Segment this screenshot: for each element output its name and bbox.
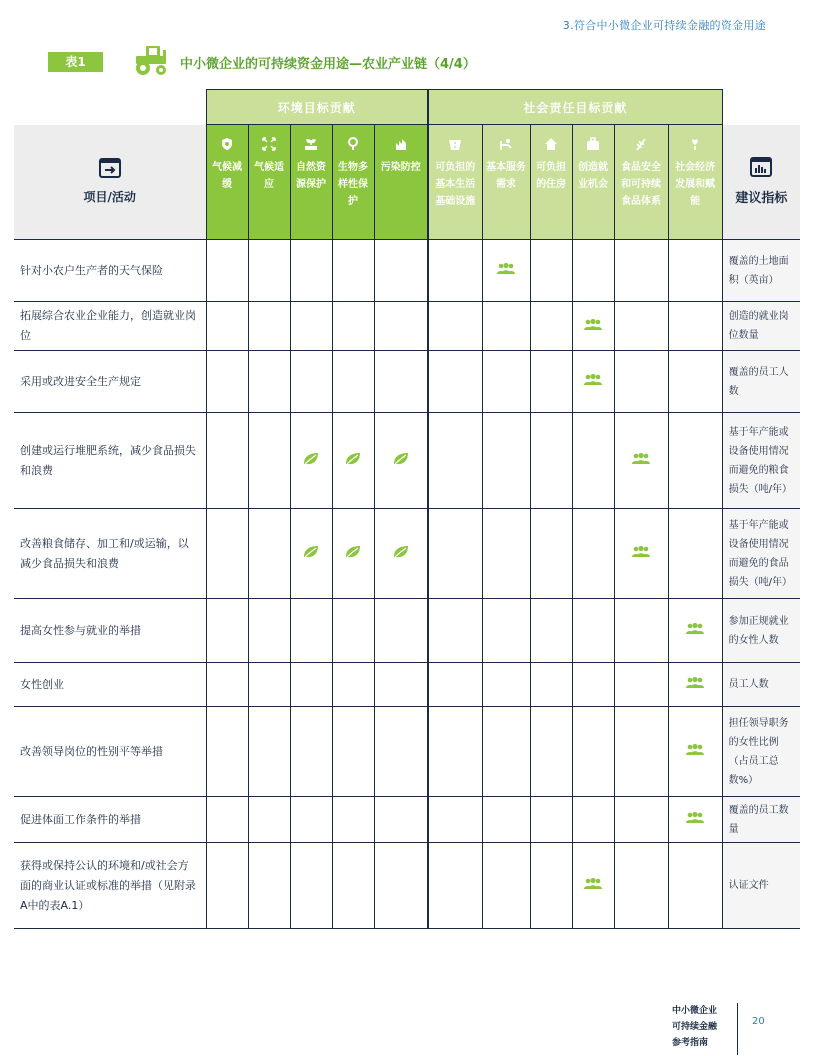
env-cell-1 [206, 302, 248, 351]
soc-cell-5 [614, 302, 668, 351]
soc-col-5-label: 食品安全和可持续食品体系 [621, 162, 662, 207]
table-title-row [48, 50, 768, 78]
soc-cell-5 [614, 599, 668, 663]
soc-cell-3 [530, 351, 572, 413]
env-cell-4 [332, 707, 374, 797]
soc-cell-4 [572, 351, 614, 413]
soc-cell-3 [530, 413, 572, 509]
people-mark-icon [583, 373, 603, 387]
env-col-4-label: 生物多样性保护 [338, 162, 368, 207]
soc-col-1-label: 可负担的基本生活基础设施 [435, 162, 476, 207]
project-cell: 提高女性参与就业的举措 [14, 599, 206, 663]
soc-cell-6 [668, 599, 722, 663]
house-icon [544, 137, 558, 151]
soc-cell-4 [572, 707, 614, 797]
header-corner-right [722, 90, 800, 125]
leaf-mark-icon [391, 545, 411, 559]
indicator-cell: 基于年产能或设备使用情况而避免的食品损失（吨/年） [722, 509, 800, 599]
table-number-badge: 表1 [48, 52, 103, 72]
project-cell: 促进体面工作条件的举措 [14, 797, 206, 843]
soc-col-6-header [668, 125, 722, 240]
soc-cell-1 [428, 240, 482, 302]
soc-col-2-header [482, 125, 530, 240]
soc-cell-3 [530, 509, 572, 599]
soc-cell-4 [572, 302, 614, 351]
soc-cell-2 [482, 351, 530, 413]
env-cell-5 [374, 707, 428, 797]
env-cell-2 [248, 599, 290, 663]
indicator-column-header [722, 125, 800, 240]
chart-window-icon [750, 157, 772, 177]
project-label: 项目/活动 [83, 190, 136, 205]
soc-cell-6 [668, 302, 722, 351]
env-cell-1 [206, 413, 248, 509]
soc-cell-2 [482, 663, 530, 707]
env-cell-2 [248, 509, 290, 599]
indicator-cell: 覆盖的员工人数 [722, 351, 800, 413]
soc-col-3-label: 可负担的住房 [536, 162, 567, 190]
soc-cell-4 [572, 413, 614, 509]
road-icon [448, 137, 462, 151]
table-row [14, 509, 800, 599]
env-cell-2 [248, 707, 290, 797]
env-cell-1 [206, 797, 248, 843]
project-column-header [14, 125, 206, 240]
soc-cell-3 [530, 240, 572, 302]
leaf-mark-icon [343, 452, 363, 466]
env-cell-3 [290, 663, 332, 707]
table-row [14, 663, 800, 707]
leaf-mark-icon [391, 452, 411, 466]
footer-guide-title [672, 1003, 717, 1051]
soc-cell-1 [428, 351, 482, 413]
env-cell-3 [290, 302, 332, 351]
page-number: 20 [752, 1016, 765, 1027]
project-cell: 拓展综合农业企业能力，创造就业岗位 [14, 302, 206, 351]
env-cell-2 [248, 843, 290, 929]
env-col-3-header [290, 125, 332, 240]
footer-line-3: 参考指南 [672, 1038, 709, 1048]
people-mark-icon [685, 811, 705, 825]
soc-cell-2 [482, 302, 530, 351]
env-cell-1 [206, 240, 248, 302]
env-cell-3 [290, 843, 332, 929]
people-mark-icon [685, 743, 705, 757]
env-col-3-label: 自然资源保护 [296, 162, 326, 190]
env-cell-4 [332, 663, 374, 707]
people-mark-icon [631, 545, 651, 559]
soc-cell-2 [482, 599, 530, 663]
soc-cell-6 [668, 240, 722, 302]
env-cell-2 [248, 240, 290, 302]
soc-cell-1 [428, 663, 482, 707]
env-cell-3 [290, 413, 332, 509]
env-cell-3 [290, 240, 332, 302]
soc-cell-6 [668, 707, 722, 797]
soc-cell-5 [614, 509, 668, 599]
soc-cell-4 [572, 797, 614, 843]
env-cell-3 [290, 599, 332, 663]
soc-cell-6 [668, 413, 722, 509]
people-mark-icon [685, 676, 705, 690]
table-row [14, 797, 800, 843]
soc-col-5-header [614, 125, 668, 240]
env-col-2-header [248, 125, 290, 240]
env-group-header: 环境目标贡献 [206, 90, 428, 125]
soc-cell-5 [614, 240, 668, 302]
env-cell-1 [206, 599, 248, 663]
env-col-2-label: 气候适应 [254, 162, 284, 190]
factory-icon [394, 137, 408, 151]
wheat-icon [634, 137, 648, 151]
table-row [14, 302, 800, 351]
soc-cell-4 [572, 599, 614, 663]
soc-cell-5 [614, 707, 668, 797]
soc-cell-2 [482, 413, 530, 509]
env-cell-2 [248, 663, 290, 707]
env-cell-4 [332, 599, 374, 663]
soc-cell-6 [668, 351, 722, 413]
soc-cell-3 [530, 707, 572, 797]
section-header: 3.符合中小微企业可持续金融的资金用途 [562, 19, 766, 32]
project-box-icon [99, 158, 121, 178]
soc-cell-1 [428, 302, 482, 351]
leaf-shield-icon [220, 137, 234, 151]
env-cell-1 [206, 663, 248, 707]
soc-cell-2 [482, 707, 530, 797]
env-col-1-label: 气候减缓 [212, 162, 242, 190]
people-mark-icon [496, 262, 516, 276]
soc-col-4-header [572, 125, 614, 240]
env-cell-3 [290, 509, 332, 599]
soc-cell-1 [428, 599, 482, 663]
env-cell-1 [206, 509, 248, 599]
indicator-cell: 员工人数 [722, 663, 800, 707]
footer-line-2: 可持续金融 [672, 1022, 718, 1032]
leaf-mark-icon [301, 545, 321, 559]
soc-cell-2 [482, 843, 530, 929]
env-cell-5 [374, 240, 428, 302]
env-cell-1 [206, 843, 248, 929]
helping-hand-icon [499, 137, 513, 151]
indicator-cell: 覆盖的员工数量 [722, 797, 800, 843]
soc-cell-6 [668, 663, 722, 707]
briefcase-icon [586, 137, 600, 151]
env-cell-4 [332, 240, 374, 302]
table-row [14, 351, 800, 413]
env-cell-4 [332, 351, 374, 413]
leaf-mark-icon [343, 545, 363, 559]
arrows-expand-icon [262, 137, 276, 151]
soc-cell-4 [572, 240, 614, 302]
soc-cell-4 [572, 509, 614, 599]
soc-cell-1 [428, 707, 482, 797]
person-heart-icon [688, 137, 702, 151]
env-cell-4 [332, 843, 374, 929]
soc-cell-5 [614, 843, 668, 929]
indicator-cell: 认证文件 [722, 843, 800, 929]
soc-cell-6 [668, 509, 722, 599]
header-corner [14, 90, 206, 125]
soc-cell-2 [482, 509, 530, 599]
env-cell-3 [290, 707, 332, 797]
env-cell-5 [374, 599, 428, 663]
env-col-5-label: 污染防控 [380, 162, 421, 173]
env-cell-3 [290, 797, 332, 843]
project-cell: 改善粮食储存、加工和/或运输，以减少食品损失和浪费 [14, 509, 206, 599]
soc-col-6-label: 社会经济发展和赋能 [675, 162, 716, 207]
env-cell-4 [332, 302, 374, 351]
table-title: 中小微企业的可持续资金用途—农业产业链（4/4） [180, 57, 476, 72]
soc-cell-1 [428, 509, 482, 599]
footer-line-1: 中小微企业 [672, 1006, 718, 1016]
soc-cell-4 [572, 843, 614, 929]
plant-hands-icon [304, 137, 318, 151]
env-cell-5 [374, 351, 428, 413]
people-mark-icon [631, 452, 651, 466]
table-row [14, 599, 800, 663]
soc-cell-3 [530, 663, 572, 707]
env-cell-5 [374, 843, 428, 929]
env-cell-4 [332, 509, 374, 599]
env-cell-2 [248, 797, 290, 843]
env-col-4-header [332, 125, 374, 240]
soc-cell-5 [614, 663, 668, 707]
soc-cell-5 [614, 351, 668, 413]
env-col-1-header [206, 125, 248, 240]
table-row [14, 413, 800, 509]
soc-cell-6 [668, 797, 722, 843]
soc-cell-2 [482, 240, 530, 302]
sustainable-use-table [14, 89, 800, 929]
people-mark-icon [583, 318, 603, 332]
soc-cell-4 [572, 663, 614, 707]
project-cell: 女性创业 [14, 663, 206, 707]
env-cell-3 [290, 351, 332, 413]
env-cell-1 [206, 707, 248, 797]
indicator-cell: 创造的就业岗位数量 [722, 302, 800, 351]
env-cell-4 [332, 413, 374, 509]
env-cell-5 [374, 509, 428, 599]
project-cell: 获得或保持公认的环境和/或社会方面的商业认证或标准的举措（见附录A中的表A.1） [14, 843, 206, 929]
people-mark-icon [685, 622, 705, 636]
soc-cell-1 [428, 797, 482, 843]
soc-col-4-label: 创造就业机会 [578, 162, 609, 190]
people-mark-icon [583, 877, 603, 891]
soc-cell-2 [482, 797, 530, 843]
leaf-mark-icon [301, 452, 321, 466]
project-cell: 改善领导岗位的性别平等举措 [14, 707, 206, 797]
soc-cell-3 [530, 302, 572, 351]
soc-cell-1 [428, 843, 482, 929]
indicator-cell: 覆盖的土地面积（英亩） [722, 240, 800, 302]
indicator-cell: 基于年产能或设备使用情况而避免的粮食损失（吨/年） [722, 413, 800, 509]
soc-group-header: 社会责任目标贡献 [428, 90, 722, 125]
project-cell: 针对小农户生产者的天气保险 [14, 240, 206, 302]
footer-divider [737, 1003, 738, 1055]
env-cell-2 [248, 302, 290, 351]
indicator-cell: 担任领导职务的女性比例（占员工总数%） [722, 707, 800, 797]
project-cell: 采用或改进安全生产规定 [14, 351, 206, 413]
soc-cell-1 [428, 413, 482, 509]
map-pin-icon [346, 137, 360, 151]
soc-cell-5 [614, 413, 668, 509]
soc-cell-3 [530, 797, 572, 843]
indicator-label: 建议指标 [735, 191, 788, 207]
soc-cell-3 [530, 599, 572, 663]
env-col-5-header [374, 125, 428, 240]
env-cell-5 [374, 302, 428, 351]
env-cell-5 [374, 663, 428, 707]
soc-col-3-header [530, 125, 572, 240]
table-row [14, 240, 800, 302]
env-cell-2 [248, 413, 290, 509]
indicator-cell: 参加正规就业的女性人数 [722, 599, 800, 663]
soc-col-2-label: 基本服务需求 [486, 162, 527, 190]
soc-col-1-header [428, 125, 482, 240]
env-cell-2 [248, 351, 290, 413]
env-cell-1 [206, 351, 248, 413]
table-row [14, 707, 800, 797]
soc-cell-5 [614, 797, 668, 843]
soc-cell-6 [668, 843, 722, 929]
table-row [14, 843, 800, 929]
soc-cell-3 [530, 843, 572, 929]
env-cell-5 [374, 797, 428, 843]
project-cell: 创建或运行堆肥系统，减少食品损失和浪费 [14, 413, 206, 509]
tractor-icon [132, 44, 170, 76]
env-cell-5 [374, 413, 428, 509]
env-cell-4 [332, 797, 374, 843]
